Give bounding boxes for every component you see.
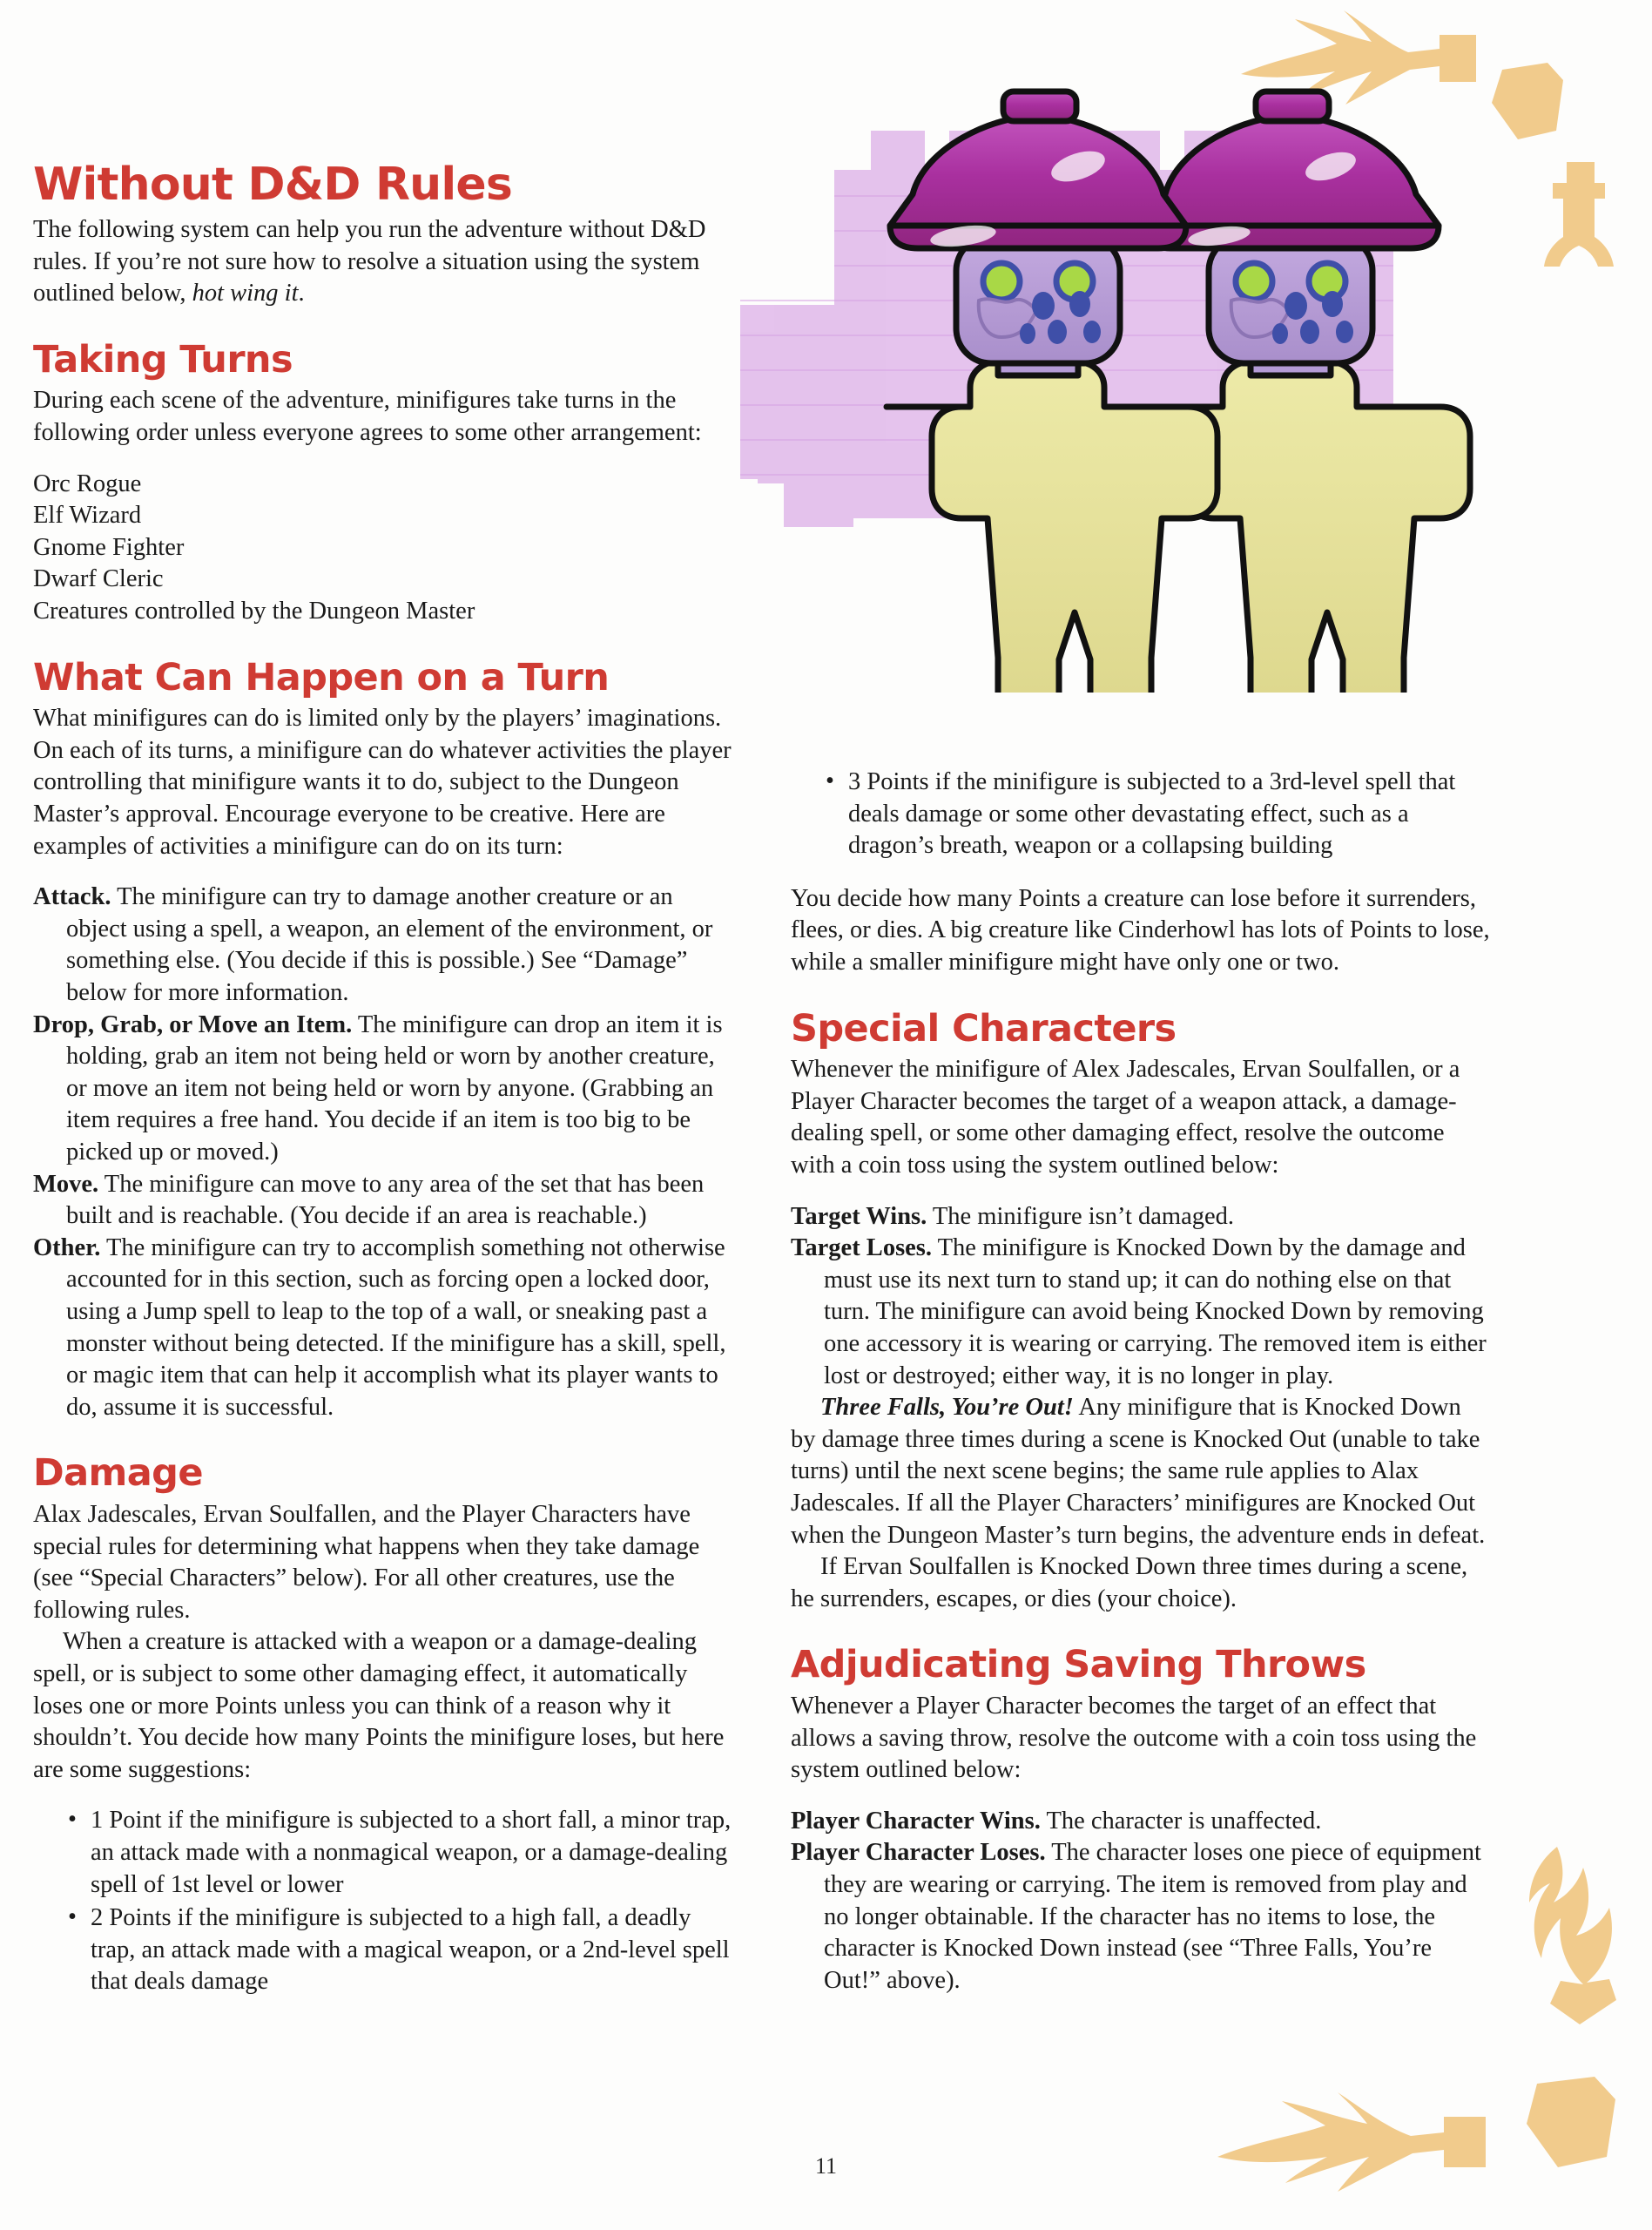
special-outcome-term: Target Wins. (791, 1202, 927, 1230)
flame-decor-bottom-right-lower (1511, 2073, 1652, 2230)
special-characters-paragraph: Whenever the minifigure of Alex Jadescales, Ervan Soulfallen, or a Player Character becomes the target of a weapon attack, a damage-dealing spell, or some other damaging effect, resolve the outcome with a coin toss using the system outlined below: (791, 1056, 1460, 1179)
flame-decor-bottom-right (1515, 1838, 1652, 2099)
heading-adjudicating-saving-throws: Adjudicating Saving Throws (791, 1643, 1366, 1687)
intro-paragraph (33, 214, 734, 310)
special-outcome-entry (791, 1233, 1492, 1392)
damage-points-bullets (33, 1805, 734, 1998)
page-title: Without D&D Rules (33, 159, 513, 211)
turn-activity-entry (33, 1010, 734, 1169)
heading-special-characters: Special Characters (791, 1006, 1177, 1051)
turn-order-list (33, 469, 734, 628)
heading-taking-turns: Taking Turns (33, 337, 293, 382)
turn-order-item: Orc Rogue (33, 470, 142, 497)
damage-points-bullets-continued (791, 767, 1492, 862)
three-falls-paragraph (791, 1392, 1492, 1551)
special-characters-closing: If Ervan Soulfallen is Knocked Down three times during a scene, he surrenders, escapes, or dies (your choice). (791, 1553, 1468, 1612)
damage-points-explanation: You decide how many Points a creature can lose before it surrenders, flees, or dies. A big creature like Cinderhowl has lots of Points to lose, while a smaller minifigure might have only one or two. (791, 884, 1490, 976)
special-outcome-text: The minifigure is Knocked Down by the damage and must use its next turn to stand up; it can do nothing else on that turn. The minifigure can avoid being Knocked Down by removing one accessory it is wearing or carrying. The removed item is either lost or destroyed; either way, it is no longer in play. (824, 1234, 1487, 1389)
saving-throw-entry (791, 1837, 1492, 1997)
turn-order-item: Creatures controlled by the Dungeon Master (33, 598, 475, 625)
turn-activity-text: The minifigure can drop an item it is holding, grab an item not being held or worn by another creature, or move an item not being held or worn by anyone. (Grabbing an item requires a free hand. You decide if an item is too big to be picked up or moved.) (66, 1010, 723, 1166)
special-outcome-term: Target Loses. (791, 1234, 933, 1262)
turn-activity-term: Drop, Grab, or Move an Item. (33, 1010, 353, 1038)
turn-activity-entry (33, 1169, 734, 1233)
heading-what-can-happen: What Can Happen on a Turn (33, 655, 610, 699)
saving-throw-term: Player Character Wins. (791, 1807, 1041, 1835)
three-falls-text: Any minifigure that is Knocked Down by damage three times during a scene is Knocked Out (unable to take turns) until the next scene begins; the same rule applies to Alax Jadescales. If all the Player Characters’ minifigures are Knocked Out when the Dungeon Master’s turn begins, the adventure ends in defeat. (791, 1394, 1486, 1549)
intro-italic-phrase: hot wing it (192, 280, 299, 307)
special-outcome-text: The minifigure isn’t damaged. (927, 1202, 1235, 1230)
left-text-column (33, 161, 734, 2000)
turn-activity-text: The minifigure can move to any area of the set that has been built and is reachable. (You decide if an area is reachable.) (66, 1170, 705, 1230)
page-number: 11 (814, 2153, 838, 2179)
turn-activity-entry (33, 1233, 734, 1424)
turn-activity-text: The minifigure can try to accomplish something not otherwise accounted for in this section, such as forcing open a locked door, using a Jump spell to leap to the top of a wall, or sneaking past a monster without being detected. If the minifigure has a skill, spell, or magic item that can help it accomplish what its player wants to do, assume it is successful. (66, 1233, 726, 1421)
intro-text-before: The following system can help you run the adventure without D&D rules. If you’re not sure how to resolve a situation using the system outlined below, (33, 216, 706, 307)
special-characters-outcomes (791, 1201, 1492, 1393)
special-outcome-entry (791, 1201, 1492, 1233)
saving-throw-outcomes (791, 1806, 1492, 1997)
saving-throw-term: Player Character Loses. (791, 1839, 1046, 1867)
damage-paragraph-2: When a creature is attacked with a weapon or a damage-dealing spell, or is subject to some other damaging effect, it automatically loses one or more Points unless you can think of a reason why it shouldn’t. You decide how many Points the minifigure loses, but here are some suggestions: (33, 1628, 725, 1783)
saving-throw-text: The character is unaffected. (1040, 1807, 1322, 1835)
saving-throws-paragraph: Whenever a Player Character becomes the target of an effect that allows a saving throw, resolve the outcome with a coin toss using the system outlined below: (791, 1692, 1477, 1784)
what-can-happen-paragraph: What minifigures can do is limited only by the players’ imaginations. On each of its turns, a minifigure can do whatever activities the player controlling that minifigure wants it to do, subject to the Dungeon Master’s approval. Encourage everyone to be creative. Here are examples of activities a minifigure can do on its turn: (33, 705, 732, 860)
three-falls-lead-in: Three Falls, You’re Out! (820, 1394, 1074, 1422)
turn-order-item: Dwarf Cleric (33, 565, 164, 593)
turn-activity-term: Move. (33, 1170, 99, 1198)
turn-order-item: Elf Wizard (33, 502, 142, 530)
intro-text-after: . (298, 280, 305, 307)
turn-activity-term: Attack. (33, 883, 111, 911)
turn-activity-entry (33, 882, 734, 1009)
turn-activity-list (33, 882, 734, 1423)
right-text-column (791, 767, 1492, 1997)
taking-turns-paragraph: During each scene of the adventure, minifigures take turns in the following order unless everyone agrees to some other arrangement: (33, 387, 702, 446)
damage-paragraph-1: Alax Jadescales, Ervan Soulfallen, and the Player Characters have special rules for determining what happens when they take damage (see “Special Characters” below). For all other creatures, use the following rules. (33, 1500, 700, 1624)
damage-bullet-item: • 2 Points if the minifigure is subjected to a high fall, a deadly trap, an attack made with a magical weapon, or a 2nd-level spell that deals damage (66, 1902, 734, 1998)
saving-throw-text: The character loses one piece of equipment they are wearing or carrying. The item is removed from play and no longer obtainable. If the character has no items to lose, the character is Knocked Down instead (see “Three Falls, You’re Out!” above). (824, 1839, 1481, 1994)
damage-bullet-item: • 1 Point if the minifigure is subjected to a short fall, a minor trap, an attack made with a nonmagical weapon, or a damage-dealing spell of 1st level or lower (66, 1805, 734, 1901)
turn-activity-term: Other. (33, 1233, 101, 1261)
damage-bullet-item: • 3 Points if the minifigure is subjected to a 3rd-level spell that deals damage or some other devastating effect, such as a dragon’s breath, weapon or a collapsing building (824, 767, 1492, 862)
turn-order-item: Gnome Fighter (33, 533, 185, 561)
mushroom-folk-illustration (732, 83, 1620, 693)
heading-damage: Damage (33, 1451, 203, 1496)
saving-throw-entry (791, 1806, 1492, 1838)
turn-activity-text: The minifigure can try to damage another creature or an object using a spell, a weapon, an element of the environment, or something else. (You decide if this is possible.) See “Damage” below for more information. (66, 883, 713, 1006)
